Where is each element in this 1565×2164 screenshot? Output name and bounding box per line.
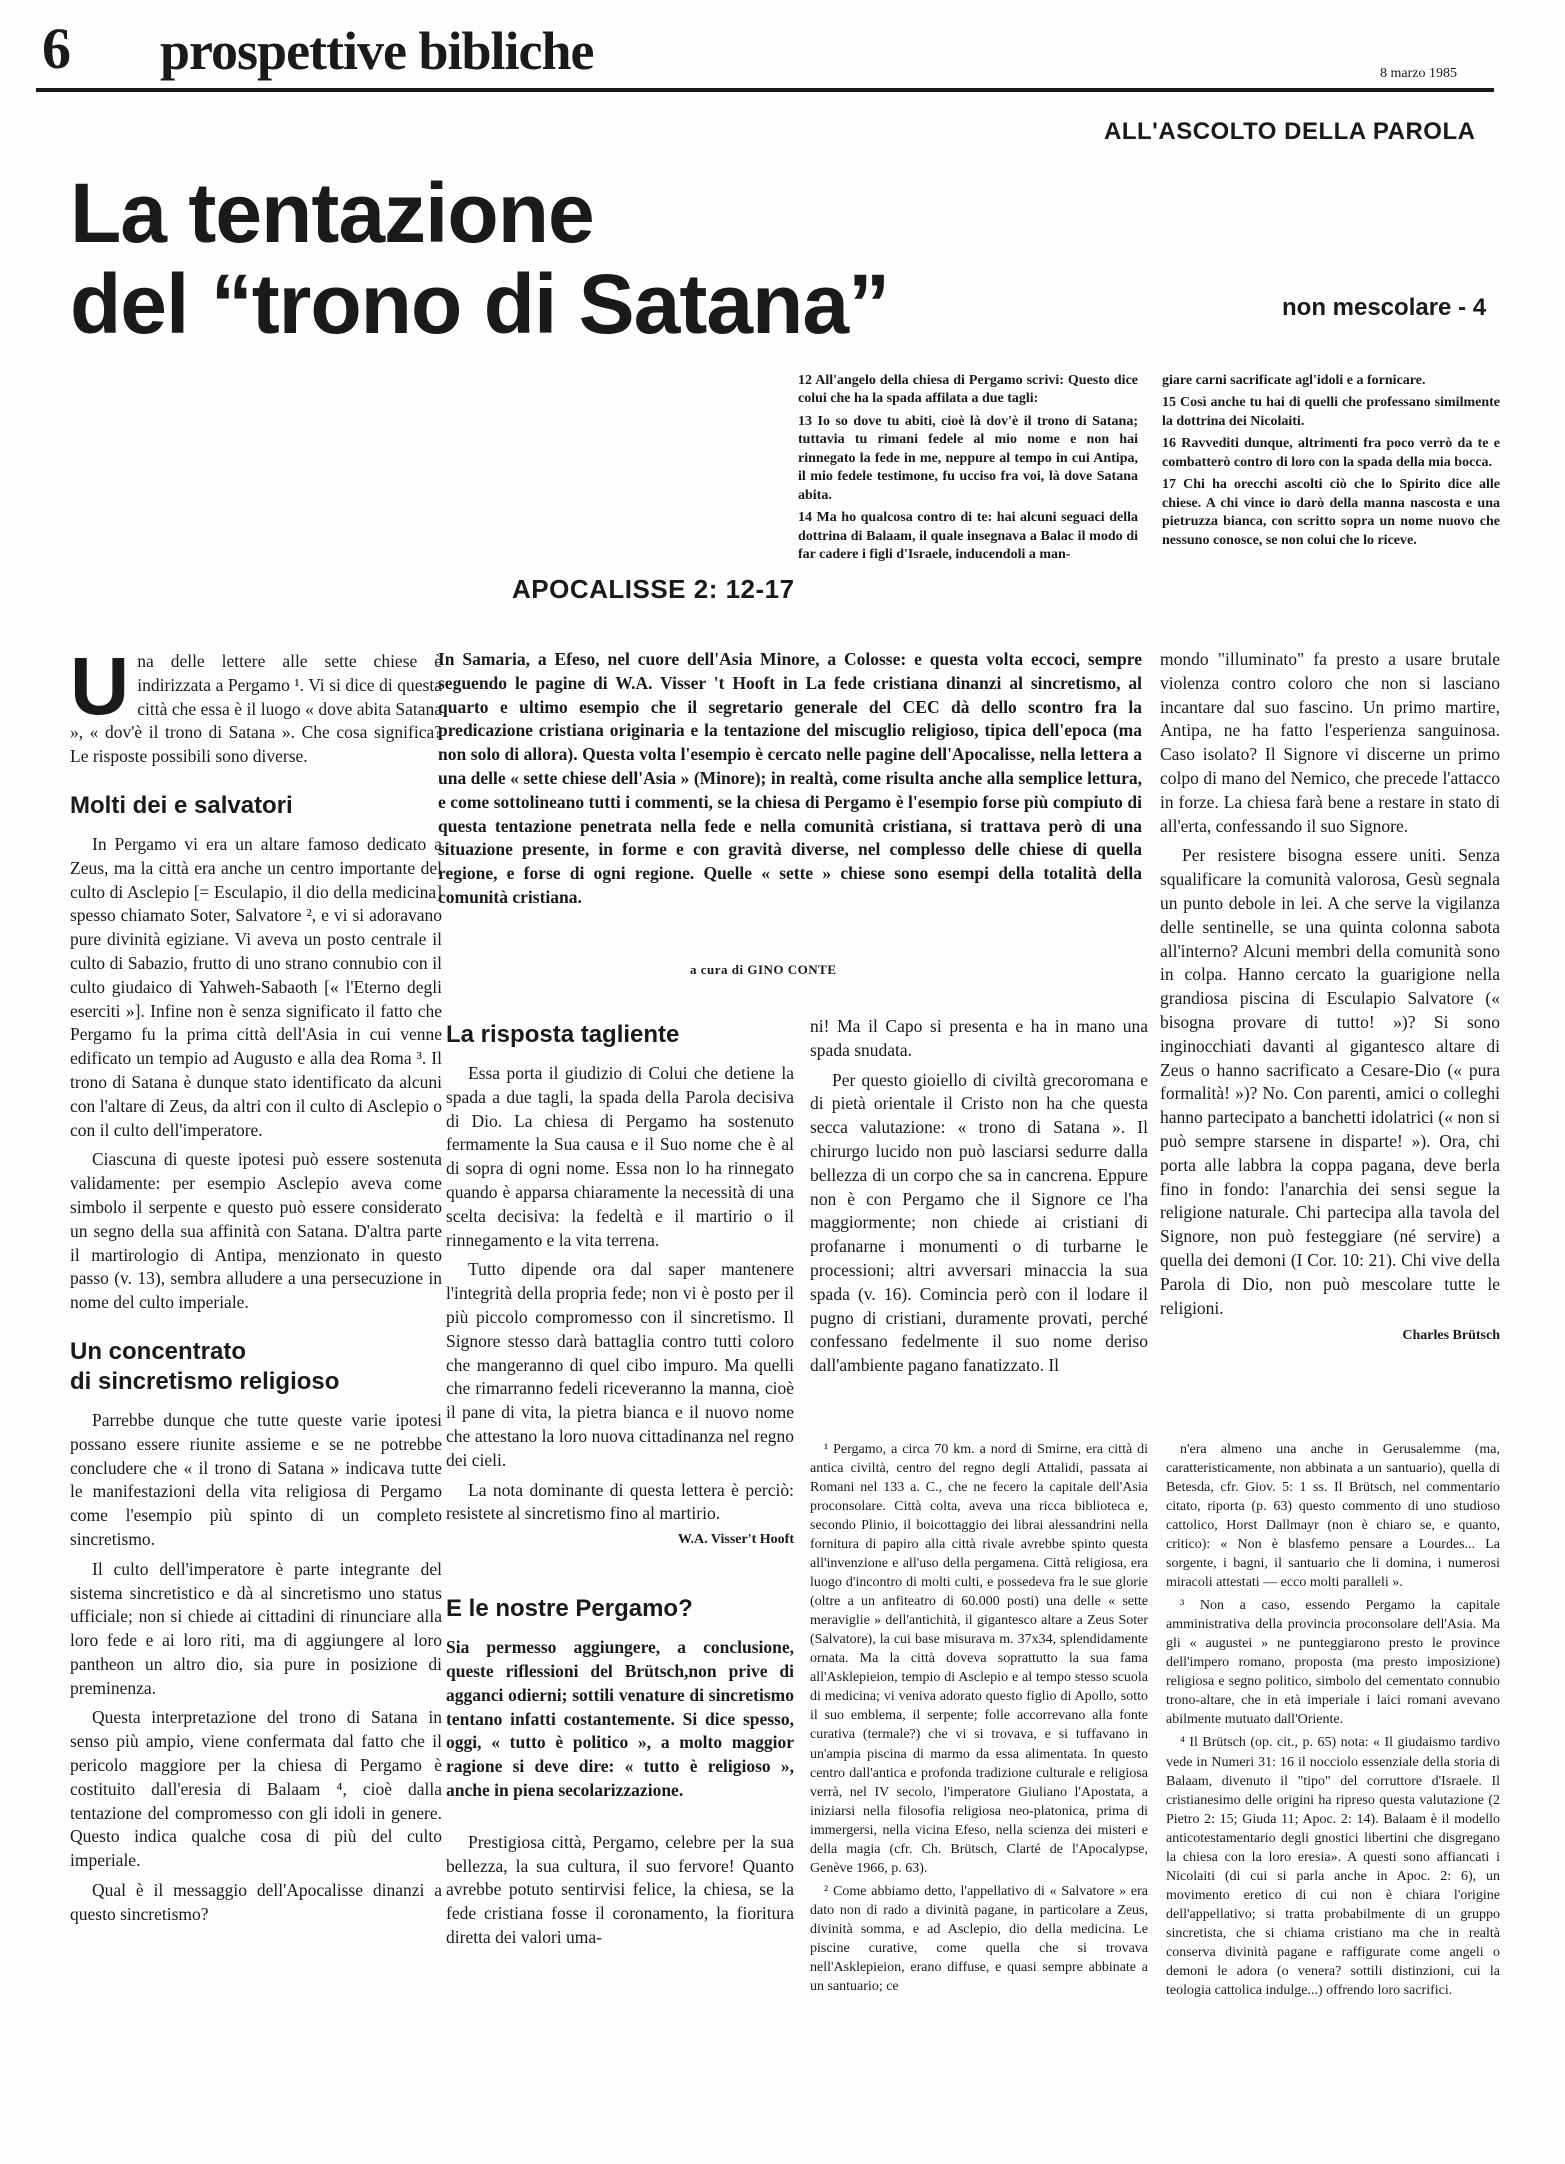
subheading-pergamo: E le nostre Pergamo? bbox=[446, 1595, 693, 1623]
intro-paragraph: na delle lettere alle sette chiese è indirizzata a Pergamo ¹. Vi si dice di questa città che essa è il luogo « dove abita Satana », « dov'è il trono di Satana ». Che cosa significa? Le risposte possibili sono diverse. bbox=[70, 651, 442, 767]
paragraph: Ciascuna di queste ipotesi può essere sostenuta validamente: per esempio Asclepio aveva come simbolo il serpente e questo può essere considerato un segno della sua affinità con Satana. D'altra parte il martirologio di Antipa, menzionato in questo passo (v. 13), sembra alludere a una persecuzione in nome del culto imperiale. bbox=[70, 1149, 442, 1313]
header-rule bbox=[36, 88, 1494, 92]
footnote: ³ Non a caso, essendo Pergamo la capitale amministrativa della provincia proconsolare dell'Asia. Ma gli « augustei » ne punteggiarono presto le province dell'impero romano, proposta (ma presto imposizione) religiosa e segno politico, simbolo del cementato connubio trono-altare, che in età imperiale i laici romani avevano abilmente mutuato dall'Oriente. bbox=[1166, 1598, 1500, 1728]
headline-line-1: La tentazione bbox=[70, 166, 594, 260]
footnotes-column-1 bbox=[810, 1440, 1148, 2000]
verse: 17 Chi ha orecchi ascolti ciò che lo Spirito dice alle chiese. A chi vince io darò della manna nascosta e una pietruzza bianca, con scritto sopra un nome nuovo che nessuno conosce, se non colui che lo riceve. bbox=[1162, 477, 1500, 548]
paragraph: Il culto dell'imperatore è parte integrante del sistema sincretistico e dà al sincretismo uno status ufficiale; non si chiede ai cittadini di rinunciare alla loro fede e ai loro riti, ma di aggiungere al loro pantheon un altro dio, sia pure in posizione di preminenza. bbox=[70, 1558, 442, 1698]
verse: 14 Ma ho qualcosa contro di te: hai alcuni seguaci della dottrina di Balaam, il quale insegnava a Balac il modo di far cadere i figli d'Israele, inducendoli a man- bbox=[798, 510, 1138, 563]
drop-cap: U bbox=[70, 641, 130, 732]
signature-brutsch: Charles Brütsch bbox=[1402, 1328, 1500, 1344]
paragraph: La nota dominante di questa lettera è perciò: resistete al sincretismo fino al martirio. bbox=[446, 1479, 794, 1524]
paragraph: mondo "illuminato" fa presto a usare brutale violenza contro coloro che non si lasciano incantare dal suo fascino. Un primo martire, Antipa, ne ha fatto l'esperienza sanguinosa. Caso isolato? Il Signore vi discerne un primo colpo di mano del Nemico, che precede l'attacco in forze. La chiesa farà bene a restare in stato di all'erta, confessando il suo Signore. bbox=[1160, 649, 1500, 836]
paragraph: Questa interpretazione del trono di Satana in senso più ampio, viene confermata dal fatto che il pericolo maggiore per la chiesa di Pergamo è costituito dall'eresia di Balaam ⁴, cioè dalla tentazione del compromesso con gli idoli in genere. Questo indica qualche cosa di più del culto imperiale. bbox=[70, 1707, 442, 1871]
verse: giare carni sacrificate agl'idoli e a fornicare. bbox=[1162, 373, 1426, 388]
section-title: prospettive bibliche bbox=[160, 21, 594, 81]
paragraph: Qual è il messaggio dell'Apocalisse dinanzi a questo sincretismo? bbox=[70, 1880, 442, 1924]
subheading-line-1: Un concentrato bbox=[70, 1337, 247, 1365]
column-3 bbox=[810, 1015, 1148, 1384]
signature-visser: W.A. Visser't Hooft bbox=[677, 1532, 794, 1548]
bold-paragraph: Sia permesso aggiungere, a conclusione, queste riflessioni del Brütsch,non prive di agganci odierni; sottili venature di sincretismo tentano infatti costantemente. Si dice spesso, oggi, « tutto è politico », a molto maggior ragione si deve dire: « tutto è religioso », anche in piena secolarizzazione. bbox=[446, 1637, 794, 1800]
paragraph: ni! Ma il Capo si presenta e ha in mano una spada snudata. bbox=[810, 1016, 1148, 1060]
verses-column-2 bbox=[1162, 372, 1500, 554]
column-1 bbox=[70, 641, 442, 1933]
series-label: non mescolare - 4 bbox=[1282, 294, 1487, 321]
subheading-molti-dei: Molti dei e salvatori bbox=[70, 791, 293, 819]
lead-paragraph: In Samaria, a Efeso, nel cuore dell'Asia Minore, a Colosse: e questa volta eccoci, sempre seguendo le pagine di W.A. Visser 't Hooft in La fede cristiana dinanzi al sincretismo, al quarto e ultimo esempio che il segretario generale del CEC dà dello scontro fra la predicazione cristiana originaria e la tentazione del miscuglio religioso, tipica dell'epoca (ma non solo di allora). Questa volta l'esempio è cercato nelle pagine dell'Apocalisse, nella lettera a una delle « sette chiese dell'Asia » (Minore); in realtà, come risulta anche alla semplice lettura, e come sottolineano tutti i commenti, se la chiesa di Pergamo è l'esempio forse più compiuto di questa tentazione penetrata nella fede e nella comunità cristiana, si trattava però di una situazione presente, in forme e con gravità diverse, nel complesso delle chiese di quella regione, e forse di ogni regione. Quelle « sette » chiese sono esempi della totalità della comunità cristiana. bbox=[438, 649, 1142, 907]
page-number: 6 bbox=[42, 16, 71, 81]
paragraph: Tutto dipende ora dal saper mantenere l'integrità della propria fede; non vi è posto per il più piccolo compromesso con il sincretismo. Il Signore stesso darà battaglia contro tutti coloro che mangeranno di quel cibo impuro. Ma quelli che rimarranno fedeli riceveranno la manna, cioè il pane di vita, la pietra bianca e il nuovo nome che attestano la loro nuova cittadinanza nel regno dei cieli. bbox=[446, 1259, 794, 1470]
headline-line-2: del “trono di Satana” bbox=[70, 256, 890, 351]
footnote: ² Come abbiamo detto, l'appellativo di « Salvatore » era dato non di rado a divinità pagane, in particolare a Zeus, divinità somma, e ad Asclepio, dio della medicina. Le piscine curative, come quella che si trovava nell'Asklepieion, erano diffuse, e quasi sempre abbinate a un santuario; ce bbox=[810, 1883, 1148, 1994]
byline: a cura di GINO CONTE bbox=[690, 962, 837, 977]
paragraph: Per questo gioiello di civiltà grecoromana e di pietà orientale il Cristo non ha che questa secca valutazione: « trono di Satana ». Il chirurgo lucido non può lasciarsi sedurre dalla bellezza di un corpo che sa in cancrena. Eppure non è con Pergamo che il Signore ce l'ha maggiormente; non chiede ai cristiani di profanarne i monumenti o di turbarne le processioni; altri avversari minaccia la sua spada (v. 16). Comincia però con il lodare il pugno di cristiani, duramente provati, perché confessano fedelmente il suo nome deriso dall'ambiente pagano fanatizzato. Il bbox=[810, 1069, 1148, 1376]
paragraph: Per resistere bisogna essere uniti. Senza squalificare la comunità valorosa, Gesù segnala un punto debole in lei. A che serve la vigilanza delle sentinelle, se una quinta colonna sabota all'interno? Alcuni membri della comunità sono in colpa. Hanno cercato la guarigione nella grandiosa piscina di Esculapio Salvatore (« bisogna provare di tutto! »)? Si sono inginocchiati davanti al gigantesco altare di Zeus o hanno sacrificato a Cesare-Dio (« pura formalità! »)? No. Con parenti, amici o colleghi hanno partecipato a banchetti idolatrici (« non si può sempre starsene in disparte! »). Ora, chi porta alle labbra la coppa pagana, deve berla fino in fondo: l'anarchia dei sensi segue la religione naturale. Chi partecipa alla tavola del Signore, non può festeggiare (né servire) a quella dei demoni (I Cor. 10: 21). Chi vive della Parola di Dio, non può mescolare tutte le religioni. bbox=[1160, 845, 1500, 1318]
footnote: ⁴ Il Brütsch (op. cit., p. 65) nota: « Il giudaismo tardivo vede in Numeri 31: 16 il nocciolo essenziale della storia di Balaam, divenuto il "tipo" del corruttore d'Israele. Il cristianesimo delle origini ha ripreso questa valutazione (2 Pietro 2: 15; Giuda 11; Apoc. 2: 14). Balaam è il modello anticotestamentario degli gnostici libertini che disgregano la chiesa con la loro eresia». A questi sono affiancati i Nicolaiti (di cui si parla anche in Apoc. 2: 6), un movimento eretico di cui non è chiara l'origine dell'appellativo; si tratta probabilmente di un gruppo sincretista, che si chiama cristiano ma che in realtà conserva divinità pagane e raffigurate come angeli o demoni le adora (o venera? sottili distinzioni, cui la teologia cattolica indulge...) offrendo loro sacrifici. bbox=[1166, 1735, 1500, 1998]
paragraph: Essa porta il giudizio di Colui che detiene la spada a due tagli, la spada della Parola decisiva di Dio. La chiesa di Pergamo ha sostenuto fermamente la Sua causa e il Suo nome che è al di sopra di ogni nome. Essa non lo ha rinnegato quando è apparsa chiaramente la necessità di una scelta decisiva: la fedeltà e il martirio o il rinnegamento e la vita terrena. bbox=[446, 1063, 794, 1250]
verse: 15 Così anche tu hai di quelli che professano similmente la dottrina dei Nicolaiti. bbox=[1162, 395, 1500, 429]
verse: 12 All'angelo della chiesa di Pergamo scrivi: Questo dice colui che ha la spada affilata a due tagli: bbox=[798, 373, 1138, 407]
paragraph: In Pergamo vi era un altare famoso dedicato a Zeus, ma la città era anche un centro importante del culto di Asclepio [= Esculapio, il dio della medicina] spesso chiamato Soter, Salvatore ², e vi si adoravano pure divinità egiziane. Vi aveva un posto centrale il culto di Sabazio, frutto di uno strano connubio con il culto giudaico di Yahweh-Sabaoth [« l'Eterno degli eserciti »]. Infine non è senza significato il fatto che Pergamo fu la prima città dell'Asia in cui venne edificato un tempio ad Augusto e alla dea Roma ³. Il trono di Satana è dunque stato identificato da alcuni con l'altare di Zeus, da altri con il culto di Asclepio o con il culto dell'imperatore. bbox=[70, 833, 442, 1140]
footnotes-column-2 bbox=[1166, 1440, 1500, 2004]
headline bbox=[70, 168, 889, 349]
subheading-line-2: di sincretismo religioso bbox=[70, 1367, 340, 1395]
scripture-reference: APOCALISSE 2: 12-17 bbox=[512, 574, 795, 604]
subheading-risposta: La risposta tagliente bbox=[446, 1021, 680, 1048]
column-2 bbox=[446, 1010, 794, 1956]
paragraph: Prestigiosa città, Pergamo, celebre per la sua bellezza, la sua cultura, il suo fervore! Quanto avrebbe potuto sentirvisi felice, la chiesa, se la fede cristiana fosse il coronamento, la fioritura diretta dei valori uma- bbox=[446, 1831, 794, 1947]
column-4 bbox=[1160, 648, 1500, 1344]
footnote: n'era almeno una anche in Gerusalemme (ma, caratteristicamente, non abbinata a un santuario), quella di Betesda, cfr. Giov. 5: 1 ss. Il Brütsch, nel commentario citato, riporta (p. 63) questo commento di uno studioso cattolico, Horst Dallmayr (non è chiaro se, e quanto, critico): « Non è blasfemo pensare a Lourdes... La sorgente, i bagni, il santuario che li domina, i numerosi miracoli attestati — ecco molti paralleli ». bbox=[1166, 1442, 1500, 1591]
paragraph: Parrebbe dunque che tutte queste varie ipotesi possano essere riunite assieme e se ne potrebbe concludere che « il trono di Satana » indicava tutte le manifestazioni della vita religiosa di Pergamo come l'esempio più spinto di un completo sincretismo. bbox=[70, 1409, 442, 1549]
verses-column-1 bbox=[798, 372, 1138, 569]
verse: 13 Io so dove tu abiti, cioè là dov'è il trono di Satana; tuttavia tu rimani fedele al mio nome e non hai rinnegato la fede in me, neppure al tempo in cui Antipa, il mio fedele testimone, fu ucciso fra voi, là dove Satana abita. bbox=[798, 413, 1138, 503]
issue-date: 8 marzo 1985 bbox=[1380, 66, 1457, 81]
subheading-concentrato bbox=[70, 1337, 442, 1397]
verse: 16 Ravvediti dunque, altrimenti fra poco verrò da te e combatterò contro di loro con la spada della mia bocca. bbox=[1162, 436, 1500, 470]
kicker: ALL'ASCOLTO DELLA PAROLA bbox=[1104, 118, 1476, 145]
footnote: ¹ Pergamo, a circa 70 km. a nord di Smirne, era città di antica civiltà, centro del regno degli Attalidi, passata ai Romani nel 133 a. C., che ne fecero la capitale dell'Asia proconsolare. Città colta, aveva una ricca biblioteca e, secondo Plinio, il boicottaggio dei librai alessandrini nella fornitura di papiro alla città rivale avrebbe spinto questa all'invenzione e all'uso della pergamena. Città religiosa, era luogo d'incontro di molti culti, e possedeva fra le sue glorie (oltre a un anfiteatro di 60.000 posti) una delle « sette meraviglie » dell'antichità, il gigantesco altare a Zeus Soter (Salvatore), la cui base misurava m. 37x34, splendidamente ornata. Ma la città doveva soprattutto la sua fama all'Asklepieion, tempio di Asclepio e al tempo stesso scuola di medicina; vi veniva adorato questo figlio di Apollo, sotto il suo emblema, il serpente; folle accorrevano alla fonte curativa (termale?) che vi si trovava, e si tuffavano in un'ampia piscina di marmo da essa alimentata. In questo centro dall'antica e profonda tradizione culturale e religiosa verrà, nel IV secolo, l'imperatore Giuliano l'Apostata, a iniziarsi nella filosofia religiosa neo-platonica, prima di immergersi, nella vicina Efeso, nella scienza dei misteri e della magia (cfr. Ch. Brütsch, Clarté de l'Apocalypse, Genève 1966, p. 63). bbox=[810, 1442, 1148, 1876]
